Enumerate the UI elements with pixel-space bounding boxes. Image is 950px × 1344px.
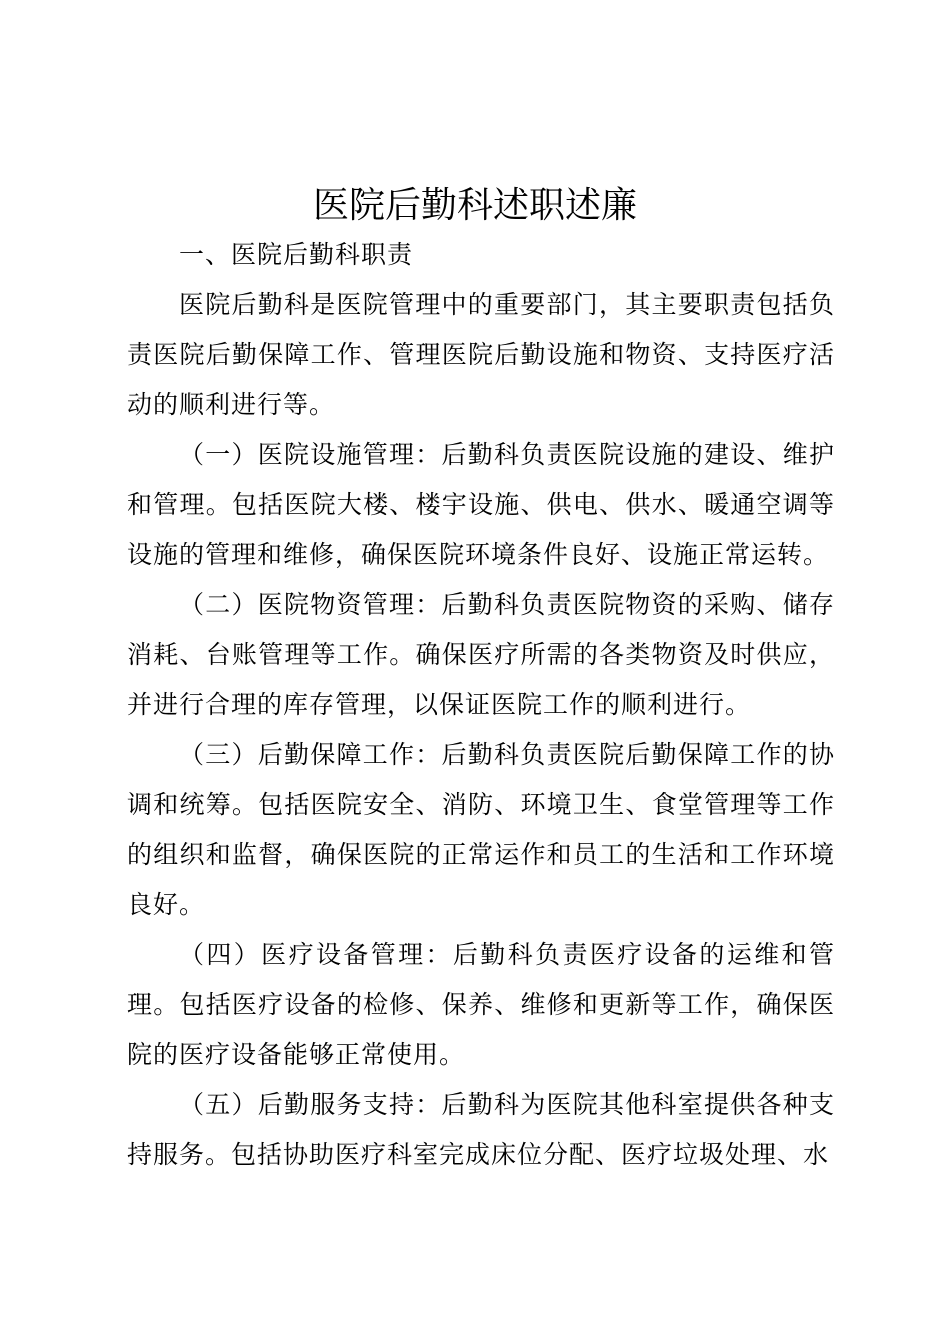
document-body [127, 230, 835, 1180]
paragraph-service-support: （五）后勤服务支持：后勤科为医院其他科室提供各种支持服务。包括协助医疗科室完成床位分配、医疗垃圾处理、水 [127, 1090, 835, 1169]
paragraph-supplies-management: （二）医院物资管理：后勤科负责医院物资的采购、储存消耗、台账管理等工作。确保医疗所需的各类物资及时供应，并进行合理的库存管理，以保证医院工作的顺利进行。 [127, 590, 835, 719]
paragraph-facility-management: （一）医院设施管理：后勤科负责医院设施的建设、维护和管理。包括医院大楼、楼宇设施、供电、供水、暖通空调等设施的管理和维修，确保医院环境条件良好、设施正常运转。 [127, 440, 835, 569]
document-title: 医院后勤科述职述廉 [312, 185, 637, 226]
paragraph-logistics-support: （三）后勤保障工作：后勤科负责医院后勤保障工作的协调和统筹。包括医院安全、消防、环境卫生、食堂管理等工作的组织和监督，确保医院的正常运作和员工的生活和工作环境良好。 [127, 740, 835, 919]
paragraph-intro: 医院后勤科是医院管理中的重要部门，其主要职责包括负责医院后勤保障工作、管理医院后勤设施和物资、支持医疗活动的顺利进行等。 [127, 290, 835, 419]
paragraph-equipment-management: （四）医疗设备管理：后勤科负责医疗设备的运维和管理。包括医疗设备的检修、保养、维修和更新等工作，确保医院的医疗设备能够正常使用。 [127, 940, 835, 1069]
section-heading: 一、医院后勤科职责 [179, 240, 414, 269]
